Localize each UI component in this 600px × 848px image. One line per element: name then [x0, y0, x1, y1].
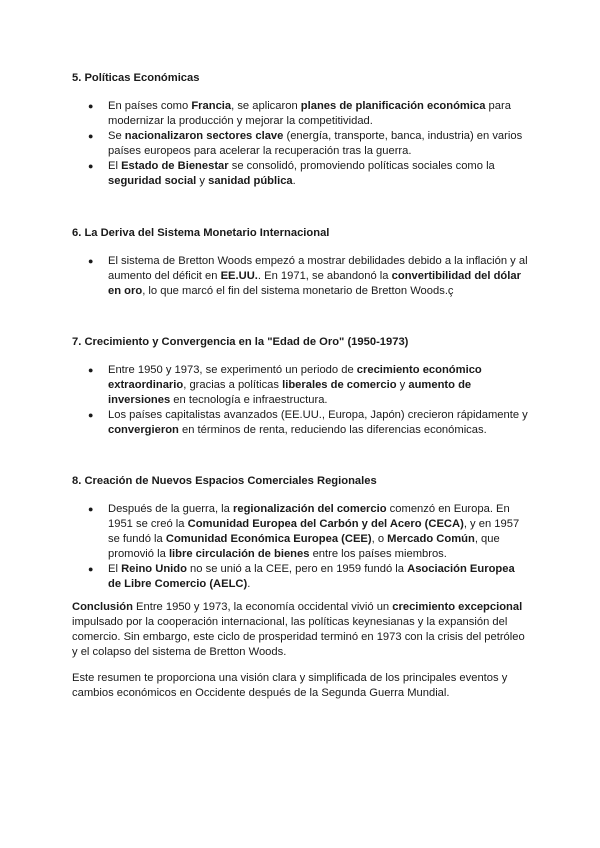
list-item: ● Se nacionalizaron sectores clave (energía, transporte, banca, industria) en varios países europeos para acelerar la recuperación tras la guerra. — [88, 130, 523, 157]
bullet-icon: ● — [88, 101, 94, 111]
conclusion-paragraph: Conclusión Entre 1950 y 1973, la economía occidental vivió un crecimiento excepcional impulsado por la cooperación internacional, las políticas keynesianas y la expansión del comercio. Sin embargo, este ciclo de prosperidad terminó en 1973 con la crisis del petróleo y el colapso del sistema de Bretton Woods. — [72, 601, 525, 658]
section-6-heading: 6. La Deriva del Sistema Monetario Internacional — [72, 227, 330, 239]
section-5 — [72, 71, 530, 189]
list-item: ● El Reino Unido no se unió a la CEE, pero en 1959 fundó la Asociación Europea de Libre Comercio (AELC). — [88, 563, 515, 590]
section-8 — [72, 474, 530, 592]
section-6-list — [72, 254, 530, 299]
section-5-heading: 5. Políticas Económicas — [72, 72, 200, 84]
section-7 — [72, 335, 530, 438]
bullet-icon: ● — [88, 161, 94, 171]
bullet-icon: ● — [88, 256, 94, 266]
bullet-icon: ● — [88, 504, 94, 514]
bullet-icon: ● — [88, 365, 94, 375]
list-item: ● Entre 1950 y 1973, se experimentó un periodo de crecimiento económico extraordinario, gracias a políticas liberales de comercio y aumento de inversiones en tecnología e infraestructura. — [88, 364, 482, 406]
bullet-icon: ● — [88, 410, 94, 420]
list-item: ● Los países capitalistas avanzados (EE.UU., Europa, Japón) crecieron rápidamente y convergieron en términos de renta, reduciendo las diferencias económicas. — [88, 409, 528, 436]
list-item: ● El sistema de Bretton Woods empezó a mostrar debilidades debido a la inflación y al aumento del déficit en EE.UU.. En 1971, se abandonó la convertibilidad del dólar en oro, lo que marcó el fin del sistema monetario de Bretton Woods.ç — [88, 255, 528, 297]
section-5-list — [72, 99, 530, 189]
closing-paragraph: Este resumen te proporciona una visión clara y simplificada de los principales eventos y cambios económicos en Occidente después de la Segunda Guerra Mundial. — [72, 672, 508, 699]
bullet-icon: ● — [88, 564, 94, 574]
bullet-icon: ● — [88, 131, 94, 141]
section-6 — [72, 226, 530, 299]
list-item: ● En países como Francia, se aplicaron planes de planificación económica para modernizar la producción y mejorar la competitividad. — [88, 100, 511, 127]
list-item: ● El Estado de Bienestar se consolidó, promoviendo políticas sociales como la seguridad social y sanidad pública. — [88, 160, 495, 187]
section-8-heading: 8. Creación de Nuevos Espacios Comerciales Regionales — [72, 475, 377, 487]
section-7-heading: 7. Crecimiento y Convergencia en la "Edad de Oro" (1950-1973) — [72, 336, 409, 348]
list-item: ● Después de la guerra, la regionalización del comercio comenzó en Europa. En 1951 se creó la Comunidad Europea del Carbón y del Acero (CECA), y en 1957 se fundó la Comunidad Económica Europea (CEE), o Mercado Común, que promovió la libre circulación de bienes entre los países miembros. — [88, 503, 520, 560]
section-8-list — [72, 502, 530, 592]
section-7-list — [72, 363, 530, 438]
